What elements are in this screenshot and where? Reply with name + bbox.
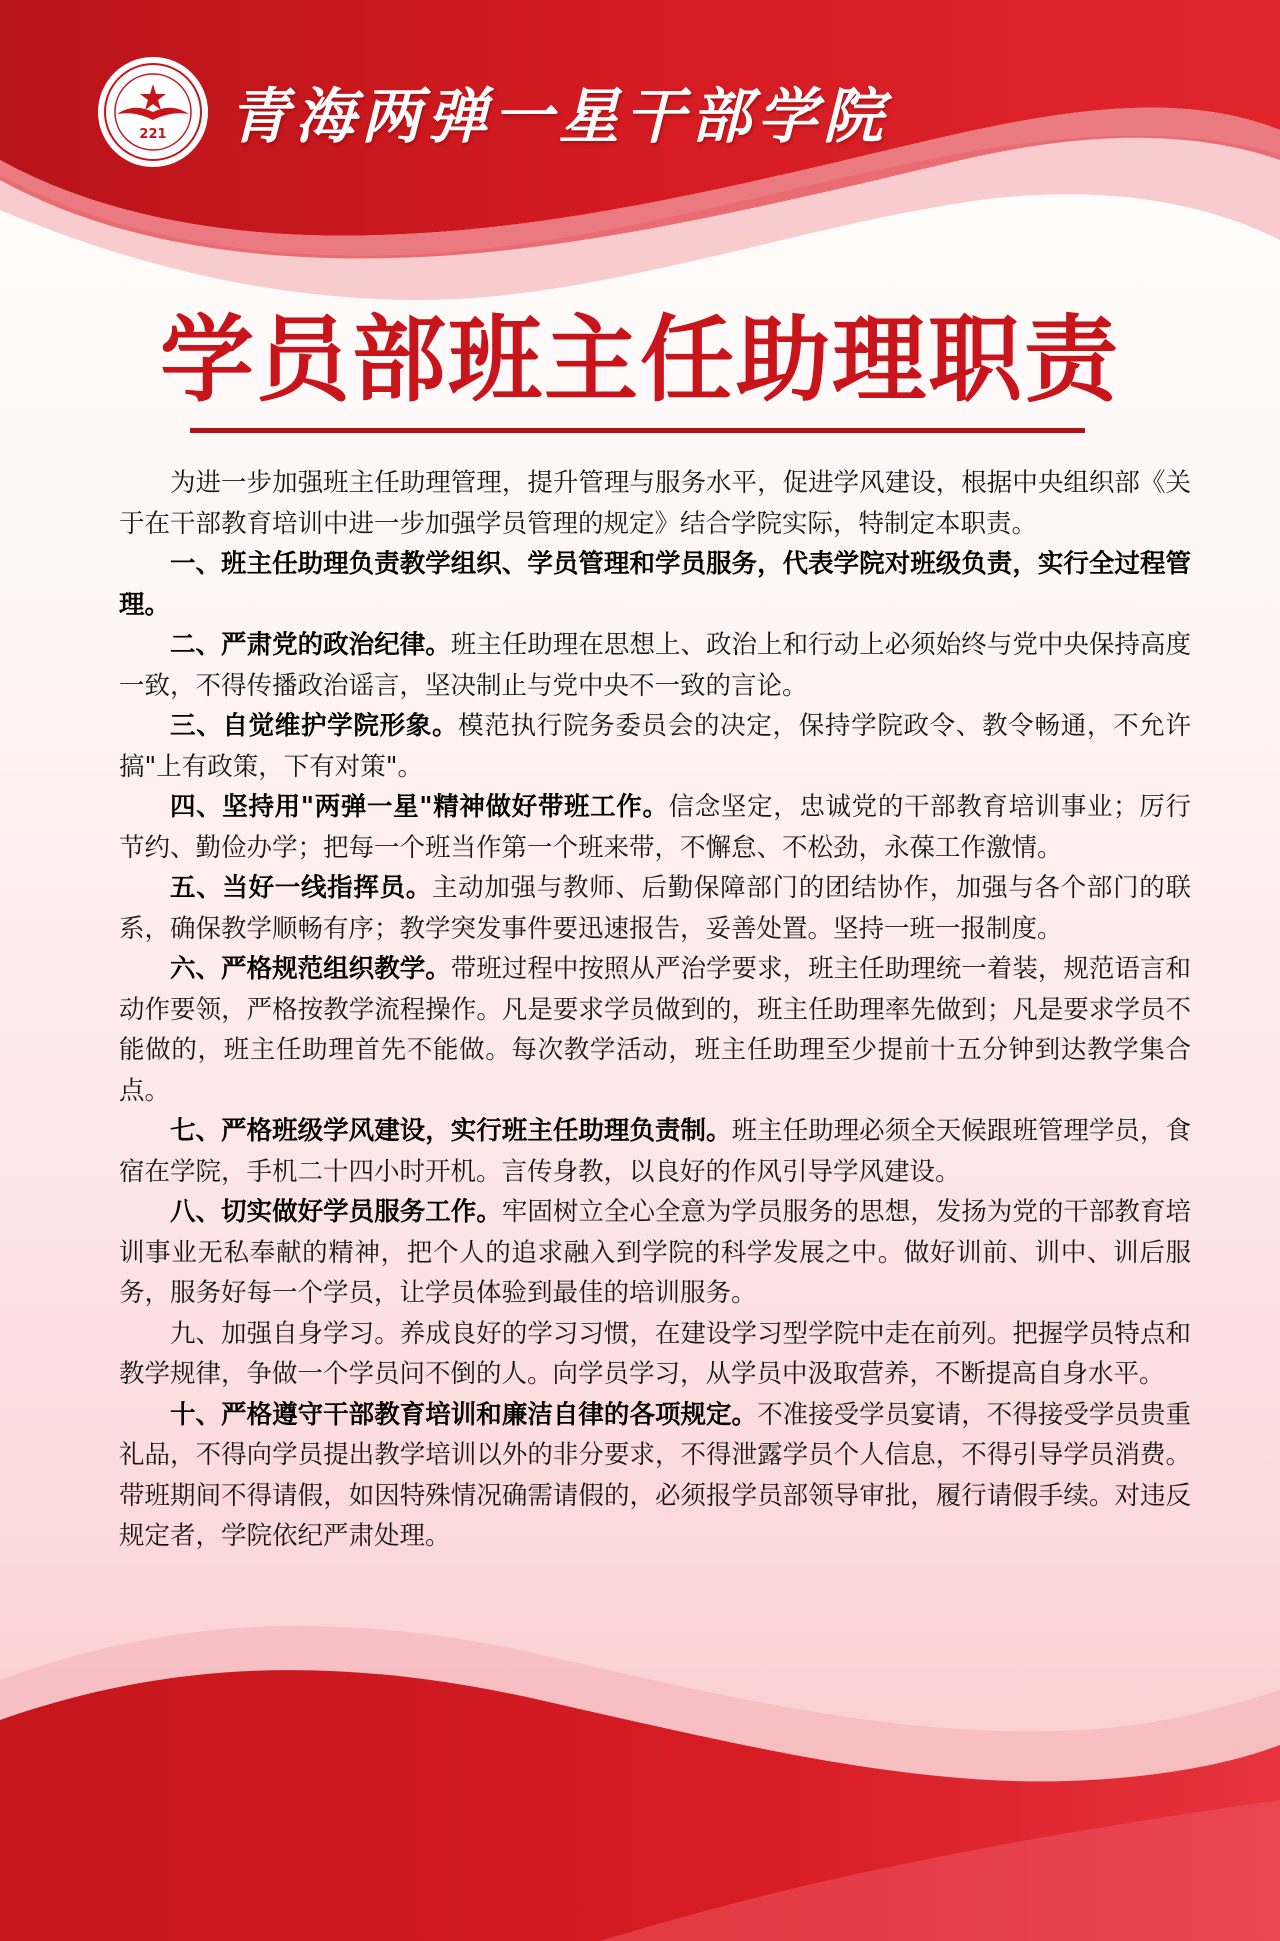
duty-item-2: 二、严肃党的政治纪律。班主任助理在思想上、政治上和行动上必须始终与党中央保持高度一致，不得传播政治谣言，坚决制止与党中央不一致的言论。 — [119, 630, 1191, 701]
header — [95, 52, 889, 172]
title-divider — [190, 428, 1085, 433]
duty-item-1: 一、班主任助理负责教学组织、学员管理和学员服务，代表学院对班级负责，实行全过程管理。 — [119, 549, 1191, 620]
duty-item-4: 四、坚持用"两弹一星"精神做好带班工作。信念坚定，忠诚党的干部教育培训事业；厉行节约、勤俭办学；把每一个班当作第一个班来带，不懈怠、不松劲，永葆工作激情。 — [119, 792, 1191, 863]
duty-item-5: 五、当好一线指挥员。主动加强与教师、后勤保障部门的团结协作，加强与各个部门的联系，确保教学顺畅有序；教学突发事件要迅速报告，妥善处置。坚持一班一报制度。 — [119, 873, 1191, 944]
college-emblem-icon — [95, 54, 211, 170]
page-title: 学员部班主任助理职责 — [159, 305, 1120, 415]
duties-body — [119, 463, 1191, 1557]
intro-paragraph: 为进一步加强班主任助理管理，提升管理与服务水平，促进学风建设，根据中央组织部《关于在干部教育培训中进一步加强学员管理的规定》结合学院实际，特制定本职责。 — [119, 468, 1191, 539]
college-name: 青海两弹一星干部学院 — [229, 82, 889, 152]
duty-item-10: 十、严格遵守干部教育培训和廉洁自律的各项规定。不准接受学员宴请，不得接受学员贵重礼品，不得向学员提出教学培训以外的非分要求，不得泄露学员个人信息，不得引导学员消费。带班期间不得请假，如因特殊情况确需请假的，必须报学员部领导审批，履行请假手续。对违反规定者，学院依纪严肃处理。 — [119, 1399, 1191, 1551]
duty-item-8: 八、切实做好学员服务工作。牢固树立全心全意为学员服务的思想，发扬为党的干部教育培训事业无私奉献的精神，把个人的追求融入到学院的科学发展之中。做好训前、训中、训后服务，服务好每一个学员，让学员体验到最佳的培训服务。 — [119, 1197, 1191, 1308]
duty-item-6: 六、严格规范组织教学。带班过程中按照从严治学要求，班主任助理统一着装，规范语言和动作要领，严格按教学流程操作。凡是要求学员做到的，班主任助理率先做到；凡是要求学员不能做的，班主任助理首先不能做。每次教学活动，班主任助理至少提前十五分钟到达教学集合点。 — [119, 954, 1191, 1106]
svg-text:221: 221 — [139, 127, 167, 142]
duty-item-7: 七、严格班级学风建设，实行班主任助理负责制。班主任助理必须全天候跟班管理学员，食宿在学院，手机二十四小时开机。言传身教，以良好的作风引导学风建设。 — [119, 1116, 1191, 1187]
duty-item-9: 九、加强自身学习。养成良好的学习习惯，在建设学习型学院中走在前列。把握学员特点和教学规律，争做一个学员问不倒的人。向学员学习，从学员中汲取营养，不断提高自身水平。 — [119, 1318, 1191, 1389]
duty-item-3: 三、自觉维护学院形象。模范执行院务委员会的决定，保持学院政令、教令畅通，不允许搞"上有政策，下有对策"。 — [119, 711, 1191, 782]
